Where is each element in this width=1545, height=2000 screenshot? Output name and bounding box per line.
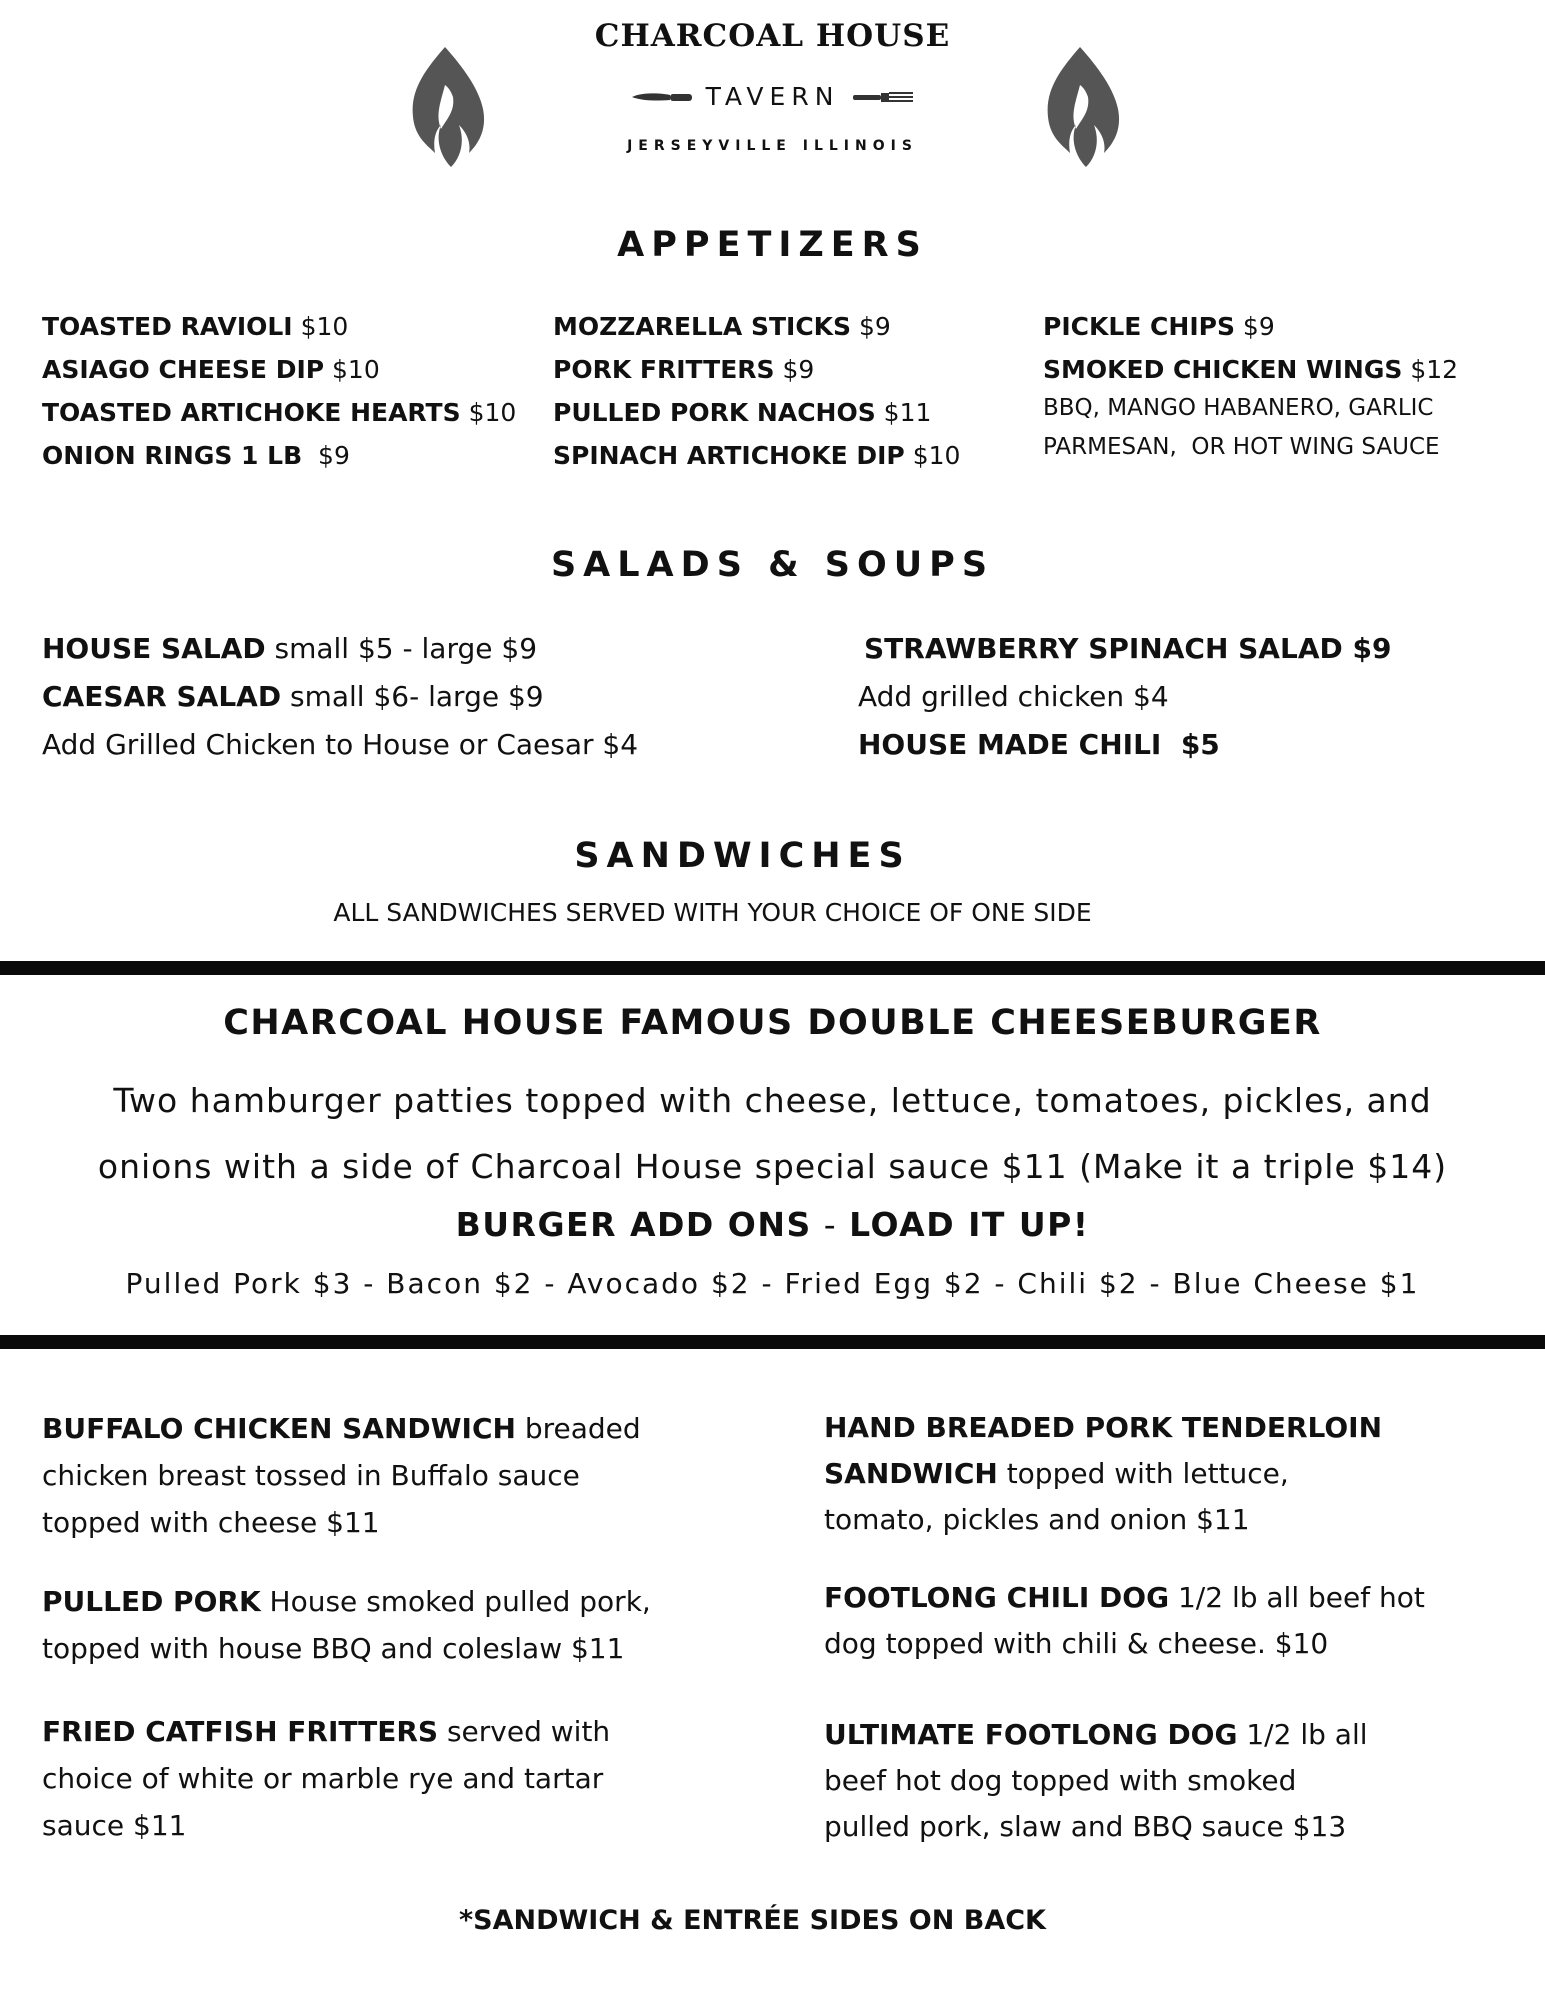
salads-left <box>42 625 638 769</box>
sandwich-item: PULLED PORK House smoked pulled pork, topped with house BBQ and coleslaw $11 <box>42 1585 651 1665</box>
sandwiches-title: SANDWICHES <box>574 836 911 876</box>
sandwich-item: HAND BREADED PORK TENDERLOIN SANDWICH topped with lettuce, tomato, pickles and onion $11 <box>824 1411 1383 1536</box>
menu-item: ASIAGO CHEESE DIP $10 <box>42 355 380 384</box>
menu-item: TOASTED RAVIOLI $10 <box>42 312 349 341</box>
fork-icon <box>853 90 913 104</box>
knife-icon <box>632 90 692 104</box>
menu-item: CAESAR SALAD small $6- large $9 <box>42 680 544 713</box>
sandwich-item: FOOTLONG CHILI DOG 1/2 lb all beef hot dog topped with chili & cheese. $10 <box>824 1581 1425 1660</box>
appetizers-col-2 <box>553 305 960 477</box>
menu-item: STRAWBERRY SPINACH SALAD $9 <box>864 632 1392 665</box>
menu-item: TOASTED ARTICHOKE HEARTS $10 <box>42 398 517 427</box>
salads-right <box>858 625 1391 769</box>
location: JERSEYVILLE ILLINOIS <box>627 138 918 154</box>
menu-item: Add Grilled Chicken to House or Caesar $4 <box>42 728 639 761</box>
menu-item: HOUSE MADE CHILI $5 <box>858 728 1220 761</box>
salads-title: SALADS & SOUPS <box>550 545 995 585</box>
appetizers-col-1 <box>42 305 516 477</box>
menu-item: Add grilled chicken $4 <box>858 680 1169 713</box>
menu-item: PULLED PORK NACHOS $11 <box>553 398 932 427</box>
wing-sauce-note: BBQ, MANGO HABANERO, GARLIC <box>1043 395 1434 421</box>
menu-item: PORK FRITTERS $9 <box>553 355 815 384</box>
addons-title: BURGER ADD ONS - LOAD IT UP! <box>455 1205 1090 1244</box>
wing-sauce-note: PARMESAN, OR HOT WING SAUCE <box>1043 434 1440 460</box>
addons-list: Pulled Pork $3 - Bacon $2 - Avocado $2 - Fried Egg $2 - Chili $2 - Blue Cheese $1 <box>125 1267 1420 1300</box>
sandwiches-subtitle: ALL SANDWICHES SERVED WITH YOUR CHOICE OF ONE SIDE <box>333 898 1092 927</box>
burger-desc-line: onions with a side of Charcoal House special sauce $11 (Make it a triple $14) <box>97 1147 1448 1186</box>
menu-item: ONION RINGS 1 LB $9 <box>42 441 350 470</box>
sandwich-item: BUFFALO CHICKEN SANDWICH breaded chicken breast tossed in Buffalo sauce topped with cheese $11 <box>42 1412 641 1539</box>
burger-desc-line: Two hamburger patties topped with cheese, lettuce, tomatoes, pickles, and <box>113 1081 1432 1120</box>
divider <box>0 1335 1545 1349</box>
menu-item: SMOKED CHICKEN WINGS $12 <box>1043 355 1459 384</box>
appetizers-col-3 <box>1043 305 1458 467</box>
burger-description <box>0 1068 1545 1200</box>
sandwich-item: ULTIMATE FOOTLONG DOG 1/2 lb all beef hot dog topped with smoked pulled pork, slaw and BBQ sauce $13 <box>824 1718 1368 1843</box>
sides-note: *SANDWICH & ENTRÉE SIDES ON BACK <box>459 1905 1046 1936</box>
menu-item: HOUSE SALAD small $5 - large $9 <box>42 632 538 665</box>
divider <box>0 961 1545 975</box>
menu-item: MOZZARELLA STICKS $9 <box>553 312 891 341</box>
brand-title: CHARCOAL HOUSE <box>594 18 951 54</box>
sandwich-item: FRIED CATFISH FRITTERS served with choice of white or marble rye and tartar sauce $11 <box>42 1715 611 1842</box>
appetizers-title: APPETIZERS <box>617 225 928 265</box>
tavern-row <box>0 82 1545 111</box>
menu-item: PICKLE CHIPS $9 <box>1043 312 1275 341</box>
burger-title: CHARCOAL HOUSE FAMOUS DOUBLE CHEESEBURGER <box>223 1003 1322 1043</box>
menu-item: SPINACH ARTICHOKE DIP $10 <box>553 441 961 470</box>
tavern-label: TAVERN <box>705 82 840 111</box>
